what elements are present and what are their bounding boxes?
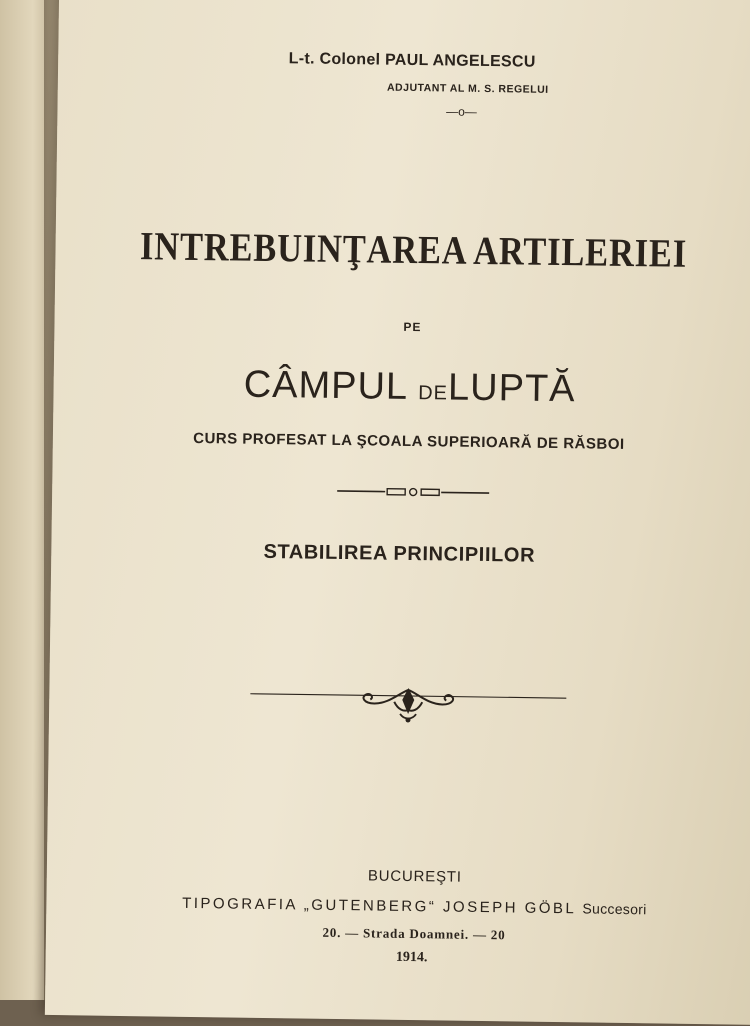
author-position: ADJUTANT AL M. S. REGELUI	[386, 81, 549, 96]
title-page	[45, 0, 750, 1025]
imprint-year: 1914.	[395, 949, 428, 966]
book-title: INTREBUINŢAREA ARTILERIEI	[139, 223, 688, 276]
subtitle-word-3: LUPTĂ	[447, 366, 576, 411]
small-separator: —o—	[446, 104, 477, 119]
subtitle-word-2: DE	[418, 382, 449, 405]
section-title: STABILIREA PRINCIPIILOR	[263, 540, 536, 567]
subtitle-word-1: CÂMPUL	[243, 363, 408, 408]
course-line: CURS PROFESAT LA ŞCOALA SUPERIOARĂ DE RĂSBOI	[193, 429, 625, 453]
title-connector: PE	[403, 319, 422, 335]
author-line	[52, 47, 750, 75]
fleuron-ornament-icon	[49, 675, 750, 740]
book-subtitle	[49, 361, 750, 414]
author-name: PAUL ANGELESCU	[384, 51, 536, 71]
imprint-printer	[54, 893, 750, 920]
imprint-address: 20. — Strada Doamnei. — 20	[322, 924, 506, 943]
printer-name: TIPOGRAFIA „GUTENBERG“ JOSEPH GÖBL	[182, 894, 576, 918]
divider-ornament-icon	[52, 479, 750, 510]
printer-successor: Succesori	[582, 900, 647, 918]
imprint-city: BUCUREŞTI	[367, 867, 462, 886]
author-rank: L-t. Colonel	[288, 50, 381, 69]
